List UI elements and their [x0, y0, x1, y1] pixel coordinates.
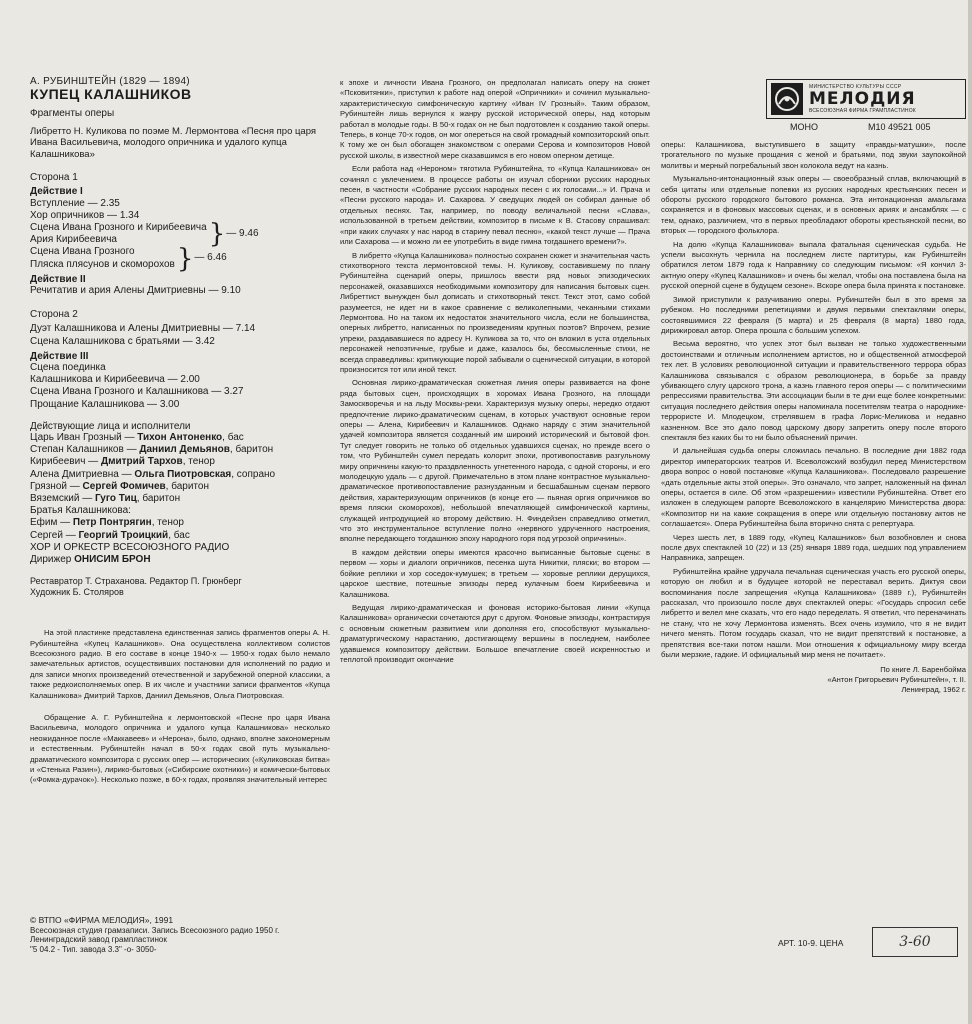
track: Хор опричников — 1.34 — [30, 209, 140, 221]
track: Сцена поединка — [30, 361, 106, 373]
brace: } — [176, 243, 194, 274]
essay-paragraph: к эпохе и личности Ивана Грозного, он предполагал написать оперу на сюжет «Псковитянки», приступил к работе над оперой «Опричники» и сочинил музыкально-характеристическую симфоническую картину «Иван IV Грозный». Таким образом, Рубинштейн лишь вернулся к жанру русской исторической оперы, над которым работал в молодые годы. В 50-х годах он не был подготовлен к созданию такой оперы. Теперь, в конце 70-х годов, он мог опереться на свой громадный композиторский опыт. К тому же он был обогащен знакомством с операми Серова и композиторов Новой русской школы, в известной мере сказавшимся в его новом оперном детище. — [340, 78, 650, 160]
essay-paragraph: Рубинштейна крайне удручала печальная сценическая участь его русской оперы, которую он любил и в будущее которой не переставал верить. Диктуя свои воспоминания после запрещения «Купца Калашникова» (1889 г.), Рубинштейн рассказал, что произошло после двух спектаклей оперы: «Государь спросил себе либретто и велел мне сказать, что его надо переделать. Я ответил, что переначинать не стану, что не хочу Лермонтова изменять. Всех очень изумило, что я не видит ничего менять. Потом государь сказал, что не видит препятствий к постановке, а препятствия все-таки потом нашли. Мои отношения к официальному миру всегда были мерзкие, гадкие. И официальный мир меня не почитает». — [661, 566, 966, 660]
print-order: "5 04.2 - Тип. завода 3.3" -о- 3050- — [30, 944, 157, 954]
cast-row: Сергей — Георгий Троицкий, бас — [30, 529, 190, 541]
composer-line: А. РУБИНШТЕЙН (1829 — 1894) — [30, 76, 190, 87]
essay-paragraph: оперы: Калашникова, выступившего в защиту «правды-матушки», после трогательного по музыке прощания с женой и братьями, под звуки заупокойной молитвы и мерный погребальный звон колокола ведут на казнь. — [661, 140, 966, 170]
track: Прощание Калашникова — 3.00 — [30, 398, 180, 410]
melodiya-emblem-icon — [769, 81, 805, 117]
appeal-paragraph: Обращение А. Г. Рубинштейна к лермонтовской «Песне про царя Ивана Васильевича, молодого опричника и удалого купца Калашникова» несколько неожиданное после «Маккавеев» и «Нерона», было, однако, вполне закономерным и естественным. Рубинштейн начал в 50-х годах свой путь музыкально-драматического композитора с русских опер — исторических («Куликовская битва» и «Стенька Разин»), лирико-бытовых («Сибирские охотники») и комически-бытовых («Фомка-дурачок»). Несколько позже, в 60-х годах, проявляя значительный интерес — [30, 713, 330, 785]
source-note: По книге Л. Баренбойма — [880, 664, 966, 674]
cast-row: Степан Калашников — Даниил Демьянов, баритон — [30, 444, 274, 456]
copyright: © ВТПО «ФИРМА МЕЛОДИЯ», 1991 — [30, 915, 174, 925]
essay-column-2 — [340, 78, 650, 665]
mono-label: МОНО — [790, 122, 818, 132]
studio-note: Всесоюзная студия грамзаписи. Запись Всесоюзного радио 1950 г. — [30, 925, 280, 935]
act-1-title: Действие I — [30, 186, 83, 198]
essay-paragraph: В каждом действии оперы имеются красочно выписанные бытовые сцены: в первом — хоры и диалоги опричников, песенка шута Никитки, пляски; во втором — бойкие реплики и хор соседок-кумушек; в третьем — хоровые реплики дерущихся, царское шествие, потешные эпизоды перед кулачным боем Кирибеевича и Калашникова. — [340, 547, 650, 599]
choir-orchestra: ХОР И ОРКЕСТР ВСЕСОЮЗНОГО РАДИО — [30, 541, 230, 553]
track: Сцена Калашникова с братьями — 3.42 — [30, 335, 215, 347]
credits — [30, 576, 330, 598]
cast-row: Алена Дмитриевна — Ольга Пиотровская, сопрано — [30, 468, 276, 480]
essay-paragraph: Если работа над «Нероном» тяготила Рубинштейна, то «Купца Калашникова» он сочинял с увлечением. В процессе работы он изучал сборники русских народных песен, в частности «Собрание русских народных песен с их голосами...» И. Прача и «Песни русского народа» И. Сахарова. У сведущих людей он собирал данные об отдельных песнях. Так, например, по поводу величальной песни «Слава», использованной в третьем действии, композитор в письме к В. Стасову спрашивал: «при каких случаях у нас народ в старину певал песню», «какой текст лучше — Прача или Сахарова — и можно ли ее употребить в виде гимна тогдашнего времени?». — [340, 164, 650, 247]
firm-text: ВСЕСОЮЗНАЯ ФИРМА ГРАМПЛАСТИНОК — [809, 108, 916, 114]
track: Ария Кирибеевича — [30, 234, 117, 246]
track-group — [30, 219, 330, 250]
brace: } — [208, 219, 226, 250]
side-1-label: Сторона 1 — [30, 172, 78, 184]
essay-paragraph: Через шесть лет, в 1889 году, «Купец Калашников» был возобновлен и снова после двух спектаклей 10 (22) и 13 (25) января 1889 года, шедших под управлением Направника, запрещен. — [661, 532, 966, 563]
cast-row: Царь Иван Грозный — Тихон Антоненко, бас — [30, 431, 244, 443]
libretto-note: Либретто Н. Куликова по поэме М. Лермонтова «Песня про царя Ивана Васильевича, молодого опричника и удалого купца Калашникова» — [30, 125, 317, 160]
opera-title: КУПЕЦ КАЛАШНИКОВ — [30, 86, 192, 103]
article-price-label: АРТ. 10-9. ЦЕНА — [778, 938, 844, 948]
essay-paragraph: И дальнейшая судьба оперы сложилась печально. В последние дни 1882 года директор императорских театров И. Всеволожский возбудил перед Министерством двора вопрос о новой постановке «Купца Калашникова». Последовало разрешение «дать отдельные акты этой оперы». Это означало, что запрет, наложенный на финал оперы, остается в силе. Об этом «разрешении» известили Рубинштейна. Ответ его изложен в следующем рапорте Всеволожского в канцелярию Министерства двора: «Композитор ни на какие сокращения в опере или отдельную постановку актов не соглашается». Опера Рубинштейна была вторично снята с репертуара. — [661, 446, 966, 529]
track-duration: — 9.46 — [226, 228, 259, 240]
side-2-label: Сторона 2 — [30, 309, 78, 321]
essay-paragraph: На долю «Купца Калашникова» выпала фатальная сценическая судьба. Не успели высохнуть чернила на последнем листе партитуры, как Рубинштейн обратился летом 1879 года к Направнику со следующим письмом: «Я кончил 3-актную оперу «Купец Калашников» и очень бы желал, чтобы она поставлена была на русской оперной сцене в будущем сезоне». Вскоре опера была принята к постановке. — [661, 239, 966, 291]
essay-paragraph: Музыкально-интонационный язык оперы — своеобразный сплав, включающий в себя цитаты или отдельные попевки из русских народных крестьянских песен и обороты русского городского бытового романса. Эта интонационная амальгама сохраняется и в фоновых массовых сценах, и в основных ариях и ансамблях — с тем, однако, различием, что в первых преобладают обороты крестьянской песни, во вторых — городского фольклора. — [661, 174, 966, 236]
track-duration: — 6.46 — [194, 252, 227, 264]
ministry-text: МИНИСТЕРСТВО КУЛЬТУРЫ СССР — [809, 84, 902, 90]
essay-paragraph: В либретто «Купца Калашникова» полностью сохранен сюжет и значительная часть стихотворного текста лермонтовской темы. Н. Куликову, составившему по плану Рубинштейна сценарий оперы, пришлось ввести ряд новых эпизодических персонажей, оказавшихся необходимыми композитору для написания бытовых сцен. Либреттист вынужден был дописать и стихотворный текст. Текст этот, само собой разумеется, не идет ни в какое сравнение с великолепными, чеканными стихами Лермонтова. Но на таком их недостаток значительного числа, если не большинства, оперных либретто, написанных по произведениям крупных поэтов? Впрочем, резкие упреки, раздававшиеся по адресу Н. Куликова за то, что он вложил в уста отдельных персонажей непоэтичные, грубые и даже, казалось бы, бессмысленные стихи, не всегда справедливы: критикующие порой забывали о сценической ситуации, в которой произносится тот или иной текст. — [340, 250, 650, 374]
track: Дуэт Калашникова и Алены Дмитриевны — 7.14 — [30, 323, 256, 335]
essay-column-3 — [661, 140, 966, 696]
cast-row: Вяземский — Гуго Тиц, баритон — [30, 492, 181, 504]
track: Вступление — 2.35 — [30, 197, 120, 209]
edge-wear — [968, 0, 972, 1024]
track: Сцена Ивана Грозного и Калашникова — 3.27 — [30, 386, 244, 398]
track: Сцена Ивана Грозного — [30, 246, 135, 258]
essay-paragraph: Ведущая лирико-драматическая и фоновая историко-бытовая линии «Купца Калашникова» органически сочетаются друг с другом. Фоновые эпизоды, контрастируя с основным сюжетным развитием или дополняя его, способствуют музыкально-драматургическому нарастанию, достигающему вершины в последнем, наиболее удавшемся композитору действии. Большое впечатление своей искренностью и теплотой производит окончание — [340, 602, 650, 664]
plant-note: Ленинградский завод грампластинок — [30, 935, 167, 945]
conductor: Дирижер ОНИСИМ БРОН — [30, 554, 151, 565]
track: Речитатив и ария Алены Дмитриевны — 9.10 — [30, 284, 241, 296]
source-note: «Антон Григорьевич Рубинштейн», т. II. — [827, 674, 966, 684]
track: Калашникова и Кирибеевича — 2.00 — [30, 374, 200, 386]
essay-paragraph: Основная лирико-драматическая сюжетная линия оперы развивается на фоне ряда бытовых сцен, происходящих в хоромах Ивана Грозного, на площади Замоскворечья и на льду Москвы-реки. Характеризуя музыку оперы, нередко отдают предпочтение лирико-драматическим сценам, в которых участвуют основные герои оперы — Алена, Кирибеевич и Калашников. Однако наряду с этим значительной удачей композитора является созданный им широкий исторический и бытовой фон. Тут следует говорить не только об отдельных удавшихся сценах, но прежде всего о том, что Рубинштейн сумел передать колорит эпохи, противопоставив разгульному миру опричнины какую-то праздвленность угнетенного народа, с одной стороны, и его молодецкую удаль — с другой. Примечательно в этом плане контрастное музыкально-драматическое противопоставление разнузданным и бесшабашным сценам первого действия, характеризующим опричников (в конце его — пьяная оргия опричников во время пляски скоморохов), небольшой впечатляющей симфонической картины, служащей интродукцией ко второму действию. Н. Финдейзен справедливо отметил, что это инструментальное вступление полно «нервного удрученного настроения, вполне передающего тогдашнюю эпоху народного горя под угрозой опричнины». — [340, 378, 650, 544]
brand-name: МЕЛОДИЯ — [809, 89, 916, 109]
source-note: Ленинград, 1962 г. — [901, 685, 966, 695]
intro-paragraph: На этой пластинке представлена единственная запись фрагментов оперы А. Н. Рубинштейна «Купец Калашников». Она осуществлена коллективом солистов Всесоюзного радио. В его составе в конце 1940-х — 1950-х годах было немало замечательных артистов, осуществивших постановки для исполнений по радио и для записи многих произведений отечественной и зарубежной оперной классики, а также редкоисполняемых опер. В их числе и участники записи фрагментов «Купца Калашникова» Дмитрий Тархов, Даниил Демьянов, Ольга Пиотровская. — [30, 628, 330, 700]
track: Сцена Ивана Грозного и Кирибеевича — [30, 221, 207, 233]
track: Пляска плясунов и скоморохов — [30, 258, 175, 270]
subtitle: Фрагменты оперы — [30, 108, 115, 120]
catalog-number: М10 49521 005 — [868, 122, 931, 132]
credits-line: Реставратор Т. Страханова. Редактор П. Грюнберг — [30, 576, 242, 587]
track-group — [30, 243, 330, 274]
act-3-title: Действие III — [30, 350, 89, 362]
handwritten-price: 3-60 — [872, 927, 958, 957]
cast-row: Ефим — Петр Понтрягин, тенор — [30, 517, 184, 529]
track-listing-column — [30, 76, 330, 786]
cast-row: Грязной — Сергей Фомичев, баритон — [30, 480, 209, 492]
melodiya-logo — [766, 79, 966, 119]
act-2-title: Действие II — [30, 273, 86, 285]
cast-row: Кирибеевич — Дмитрий Тархов, тенор — [30, 456, 215, 468]
imprint-footer — [30, 916, 279, 954]
essay-paragraph: Весьма вероятно, что успех этот был вызван не только художественными достоинствами и отличным исполнением артистов, но и общественной атмосферой тех лет. В условиях революционной ситуации и правительственного террора образ Калашникова связывался с образом революционера, в борьбе за правду убивающего слугу царского трона, а казнь главного героя оперы — с политическими репрессиями правительства. Эти ассоциации были в те дни еще более конкретными: ситуация последнего действия оперы напоминала посетителям театра о народнике-террористе И. Млодецком, стрелявшем в графа Лорис-Меликова и недавно казненном. Все это дало повод царскому двору запретить оперу после второго спектакля без каких бы то ни было объяснений причин. — [661, 339, 966, 442]
essay-paragraph: Зимой приступили к разучиванию оперы. Рубинштейн был в это время за рубежом. Но последними репетициями и двумя первыми спектаклями оперы, состоявшимися 22 февраля (5 марта) и 25 февраля (8 марта) 1880 года, дирижировал автор. Опера прошла с большим успехом. — [661, 294, 966, 335]
cast-row: Братья Калашникова: — [30, 505, 131, 517]
cast-heading: Действующие лица и исполнители — [30, 420, 191, 432]
credits-line: Художник Б. Столяров — [30, 587, 124, 598]
